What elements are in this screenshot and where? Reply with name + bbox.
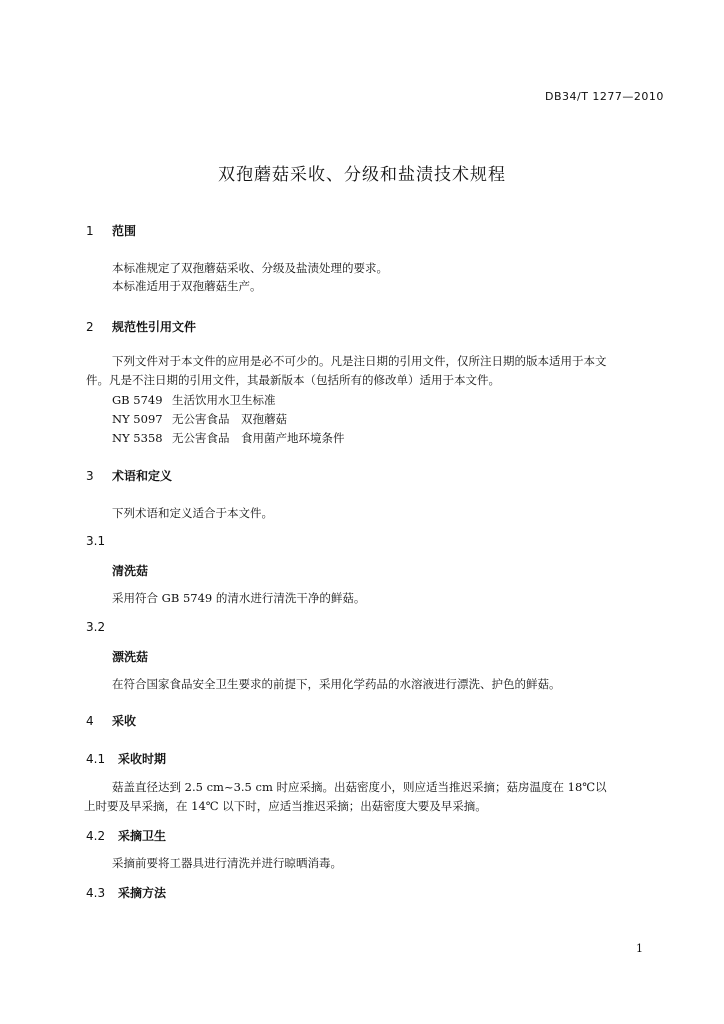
section-4-heading — [86, 712, 136, 729]
term-number: 3.2 — [86, 620, 106, 634]
paragraph: 本标准规定了双孢蘑菇采收、分级及盐渍处理的要求。 — [112, 261, 388, 275]
section-number: 2 — [86, 320, 94, 334]
reference-code: NY 5097 — [112, 412, 163, 426]
section-title: 术语和定义 — [112, 469, 173, 483]
section-title: 范围 — [112, 224, 137, 238]
reference-code: NY 5358 — [112, 431, 163, 445]
section-number: 1 — [86, 224, 94, 238]
reference-title: 无公害食品 双孢蘑菇 — [172, 412, 287, 426]
section-title: 采收 — [112, 714, 137, 728]
section-1-heading — [86, 222, 136, 239]
section-number: 3 — [86, 469, 94, 483]
subsection-title: 采摘卫生 — [118, 829, 167, 843]
subsection-number: 4.3 — [86, 886, 106, 900]
subsection-4-1-heading — [86, 750, 166, 767]
subsection-4-3-heading — [86, 884, 166, 901]
paragraph-line: 菇盖直径达到 2.5 cm~3.5 cm 时应采摘。出菇密度小，则应适当推迟采摘；菇房温度在 18℃以 — [112, 780, 607, 794]
term-number: 3.1 — [86, 534, 106, 548]
reference-item — [112, 392, 276, 408]
subsection-number: 4.2 — [86, 829, 106, 843]
paragraph: 采摘前要将工器具进行清洗并进行晾晒消毒。 — [112, 856, 342, 870]
paragraph: 下列术语和定义适合于本文件。 — [112, 506, 273, 520]
section-number: 4 — [86, 714, 94, 728]
subsection-title: 采摘方法 — [118, 886, 167, 900]
page-number: 1 — [636, 942, 643, 955]
term-name: 清洗菇 — [112, 564, 149, 578]
subsection-title: 采收时期 — [118, 752, 167, 766]
reference-item — [112, 411, 287, 427]
section-2-heading — [86, 318, 196, 335]
term-definition: 采用符合 GB 5749 的清水进行清洗干净的鲜菇。 — [112, 591, 366, 605]
reference-title: 生活饮用水卫生标准 — [172, 393, 276, 407]
subsection-4-2-heading — [86, 827, 166, 844]
standard-number: DB34/T 1277—2010 — [545, 90, 664, 103]
reference-title: 无公害食品 食用菌产地环境条件 — [172, 431, 345, 445]
subsection-number: 4.1 — [86, 752, 106, 766]
reference-item — [112, 430, 345, 446]
paragraph-line: 件。凡是不注日期的引用文件，其最新版本（包括所有的修改单）适用于本文件。 — [86, 373, 500, 387]
term-definition: 在符合国家食品安全卫生要求的前提下，采用化学药品的水溶液进行漂洗、护色的鲜菇。 — [112, 677, 561, 691]
document-title: 双孢蘑菇采收、分级和盐渍技术规程 — [218, 165, 506, 185]
reference-code: GB 5749 — [112, 393, 163, 407]
term-name: 漂洗菇 — [112, 650, 149, 664]
paragraph-line: 下列文件对于本文件的应用是必不可少的。凡是注日期的引用文件，仅所注日期的版本适用于本文 — [112, 354, 607, 368]
paragraph: 本标准适用于双孢蘑菇生产。 — [112, 279, 262, 293]
section-3-heading — [86, 467, 172, 484]
section-title: 规范性引用文件 — [112, 320, 197, 334]
paragraph-line: 上时要及早采摘，在 14℃ 以下时，应适当推迟采摘；出菇密度大要及早采摘。 — [84, 799, 487, 813]
